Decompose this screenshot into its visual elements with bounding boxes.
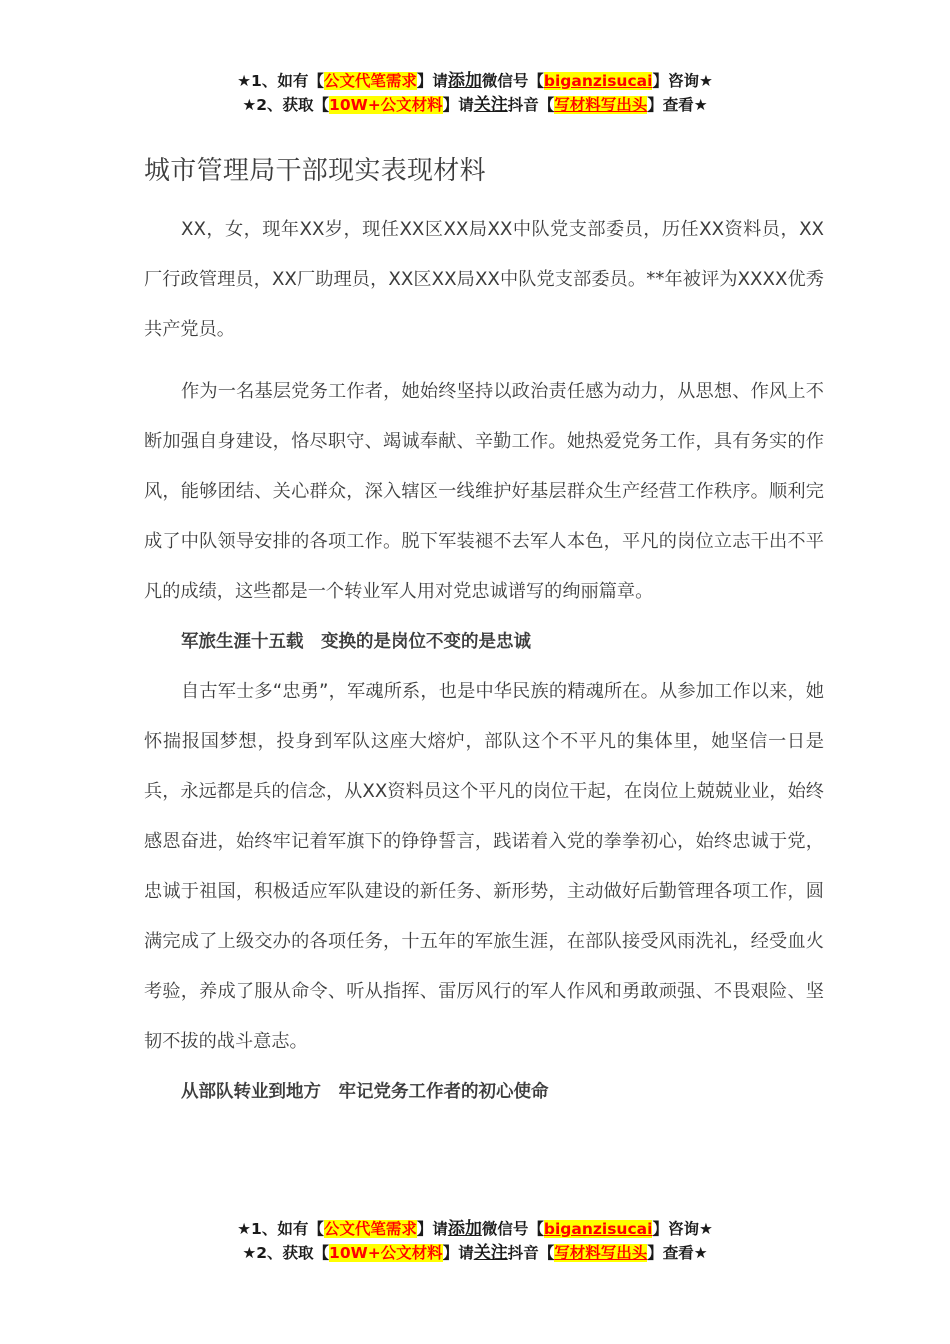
promo-text: 抖音【 [507,1244,555,1262]
promo-line-2 [0,93,950,117]
promo-emphasis: 关注 [473,1243,508,1263]
promo-text: 】请 [416,72,448,90]
paragraph-summary: 作为一名基层党务工作者，她始终坚持以政治责任感为动力，从思想、作风上不断加强自身建设，恪尽职守、竭诚奉献、辛勤工作。她热爱党务工作，具有务实的作风，能够团结、关心群众，深入辖区一线维护好基层群众生产经营工作秩序。顺利完成了中队领导安排的各项工作。脱下军装褪不去军人本色，平凡的岗位立志干出不平凡的成绩，这些都是一个转业军人用对党忠诚谱写的绚丽篇章。 [144,381,824,602]
promo-wechat-id: biganzisucai [543,1220,653,1238]
promo-emphasis: 添加 [447,71,482,91]
promo-banner-top [0,69,950,117]
promo-text: 】查看★ [647,96,708,114]
promo-douyin-id: 写材料写出头 [554,96,648,114]
promo-text: ★1、如有【 [237,72,324,90]
promo-douyin-id: 写材料写出头 [554,1244,648,1262]
promo-text: 】请 [442,1244,474,1262]
promo-text: 】请 [416,1220,448,1238]
promo-emphasis: 添加 [447,1219,482,1239]
document-body [144,205,824,1117]
promo-highlight: 公文代笔需求 [323,72,417,90]
promo-banner-bottom [0,1217,950,1265]
promo-text: ★2、获取【 [242,96,330,114]
section-heading-1: 军旅生涯十五载 变换的是岗位不变的是忠诚 [181,632,531,652]
promo-emphasis: 关注 [473,95,508,115]
promo-text: 微信号【 [481,1220,544,1238]
section-heading-2: 从部队转业到地方 牢记党务工作者的初心使命 [181,1082,549,1102]
promo-text: ★2、获取【 [242,1244,330,1262]
document-title: 城市管理局干部现实表现材料 [144,156,486,186]
promo-highlight: 10W+公文材料 [329,1244,443,1262]
promo-line-1 [0,69,950,93]
promo-highlight: 公文代笔需求 [323,1220,417,1238]
promo-line-2 [0,1241,950,1265]
paragraph-intro: XX，女，现年XX岁，现任XX区XX局XX中队党支部委员，历任XX资料员，XX厂行政管理员，XX厂助理员，XX区XX局XX中队党支部委员。**年被评为XXXX优秀共产党员。 [144,219,824,340]
promo-text: ★1、如有【 [237,1220,324,1238]
promo-text: 】咨询★ [652,72,713,90]
promo-text: 】请 [442,96,474,114]
promo-line-1 [0,1217,950,1241]
promo-highlight: 10W+公文材料 [329,96,443,114]
promo-text: 】咨询★ [652,1220,713,1238]
promo-text: 】查看★ [647,1244,708,1262]
promo-wechat-id: biganzisucai [543,72,653,90]
promo-text: 微信号【 [481,72,544,90]
paragraph-military: 自古军士多“忠勇”，军魂所系，也是中华民族的精魂所在。从参加工作以来，她怀揣报国梦想，投身到军队这座大熔炉，部队这个不平凡的集体里，她坚信一日是兵，永远都是兵的信念，从XX资料员这个平凡的岗位干起，在岗位上兢兢业业，始终感恩奋进，始终牢记着军旗下的铮铮誓言，践诺着入党的拳拳初心，始终忠诚于党，忠诚于祖国，积极适应军队建设的新任务、新形势，主动做好后勤管理各项工作，圆满完成了上级交办的各项任务，十五年的军旅生涯，在部队接受风雨洗礼，经受血火考验，养成了服从命令、听从指挥、雷厉风行的军人作风和勇敢顽强、不畏艰险、坚韧不拔的战斗意志。 [144,681,824,1052]
promo-text: 抖音【 [507,96,555,114]
